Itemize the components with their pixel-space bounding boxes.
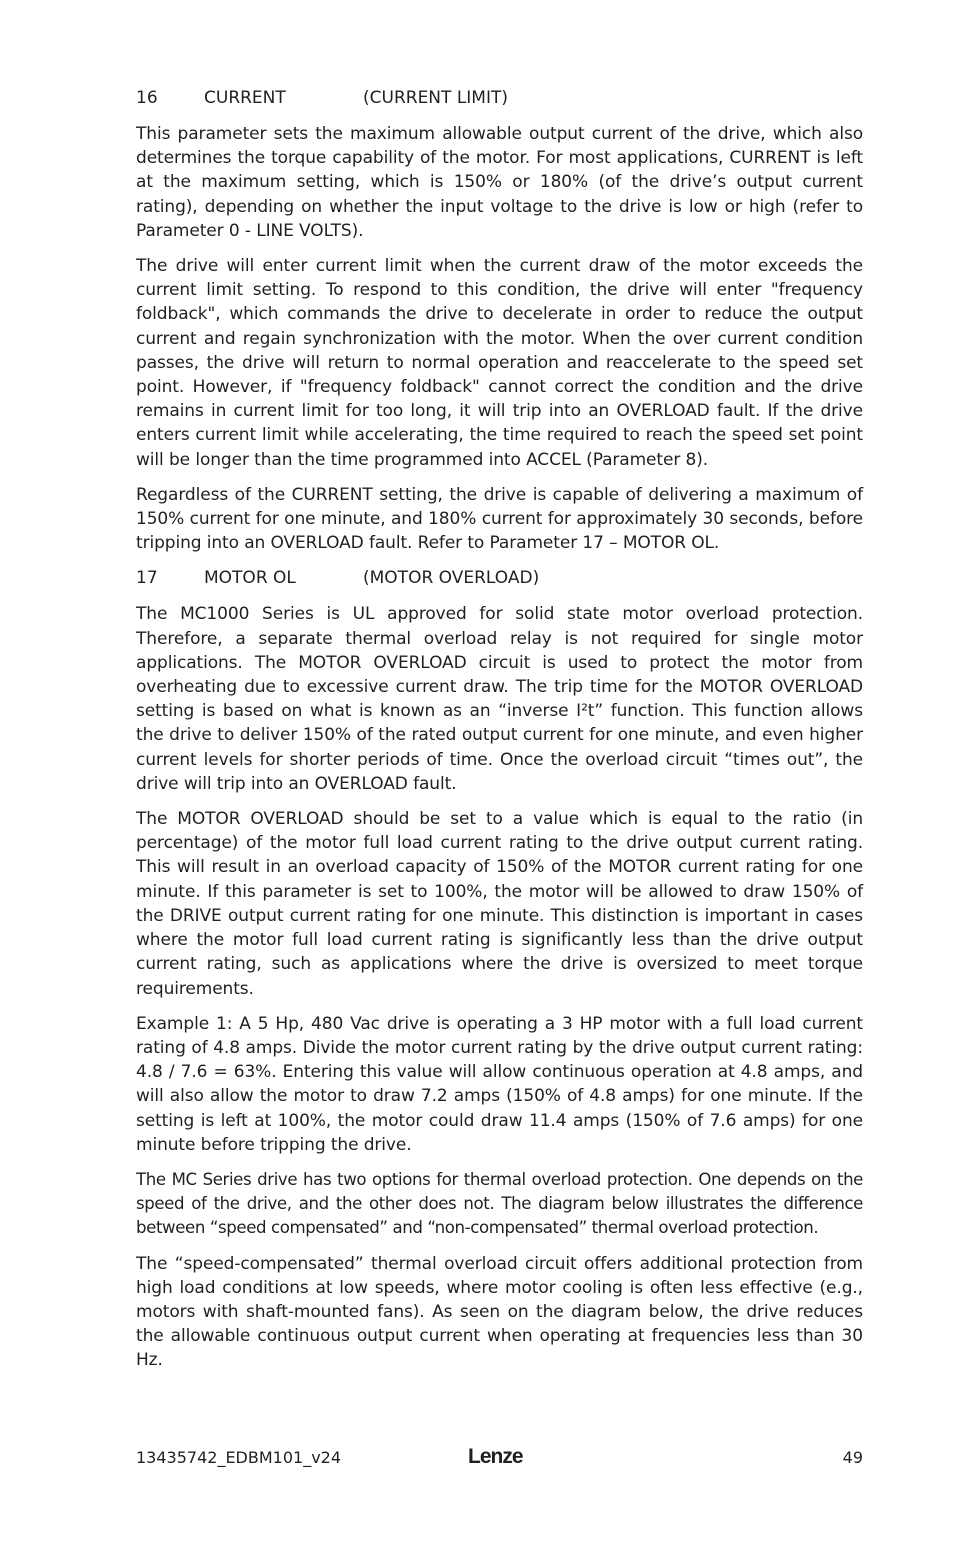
parameter-name: MOTOR OL — [204, 568, 296, 589]
parameter-description: (MOTOR OVERLOAD) — [363, 568, 540, 589]
parameter-heading-17 — [136, 566, 863, 590]
paragraph: The “speed-compensated” thermal overload circuit offers additional protection from high load conditions at low speeds, where motor cooling is often less effective (e.g., motors with shaft-mounted fans). As seen on the diagram below, the drive reduces the allowable continuous output current when operating at frequencies less than 30 Hz. — [136, 1253, 863, 1371]
paragraph: The MOTOR OVERLOAD should be set to a value which is equal to the ratio (in percentage) of the motor full load current rating to the drive output current rating. This will result in an overload capacity of 150% of the MOTOR current rating for one minute. If this parameter is set to 100%, the motor will be allowed to draw 150% of the DRIVE output current rating for one minute. This distinction is important in cases where the motor full load current rating is significantly less than the drive output current rating, such as applications where the drive is oversized to meet torque requirements. — [136, 809, 863, 999]
page-number: 49 — [842, 1448, 863, 1467]
lenze-logo: Lenze — [468, 1445, 523, 1468]
parameter-description: (CURRENT LIMIT) — [363, 88, 508, 108]
paragraph: The MC1000 Series is UL approved for solid state motor overload protection. Therefore, a separate thermal overload relay is not required for single motor applications. The MOTOR OVERLOAD circuit is used to protect the motor from overheating due to excessive current draw. The trip time for the MOTOR OVERLOAD setting is based on what is known as an “inverse I²t” function. This function allows the drive to deliver 150% of the rated output current for one minute, and even higher current levels for shorter periods of time. Once the overload circuit “times out”, the drive will trip into an OVERLOAD fault. — [136, 604, 863, 794]
paragraph: Regardless of the CURRENT setting, the drive is capable of delivering a maximum of 150% current for one minute, and 180% current for approximately 30 seconds, before tripping into an OVERLOAD fault. Refer to Parameter 17 – MOTOR OL. — [136, 484, 863, 554]
paragraph: Example 1: A 5 Hp, 480 Vac drive is operating a 3 HP motor with a full load current rating of 4.8 amps. Divide the motor current rating by the drive output current rating: 4.8 / 7.6 = 63%. Entering this value will allow continuous operation at 4.8 amps, and will also allow the motor to draw 7.2 amps (150% of 4.8 amps) for one minute. If the setting is left at 100%, the motor could draw 11.4 amps (150% of 7.6 amps) for one minute before tripping the drive. — [136, 1013, 863, 1155]
parameter-heading-16 — [136, 86, 863, 110]
page-content — [136, 86, 863, 1384]
parameter-name: CURRENT — [204, 88, 286, 108]
document-id: 13435742_EDBM101_v24 — [136, 1448, 342, 1467]
parameter-number: 17 — [136, 568, 158, 589]
paragraph: The drive will enter current limit when the current draw of the motor exceeds the current limit setting. To respond to this condition, the drive will enter "frequency foldback", which commands the drive to decelerate in order to reduce the output current and regain synchronization with the motor. When the over current condition passes, the drive will return to normal operation and reaccelerate to the speed set point. However, if "frequency foldback" cannot correct the condition and the drive remains in current limit for too long, it will trip into an OVERLOAD fault. If the drive enters current limit while accelerating, the time required to reach the speed set point will be longer than the time programmed into ACCEL (Parameter 8). — [136, 256, 863, 470]
parameter-number: 16 — [136, 88, 158, 108]
page-footer — [136, 1445, 863, 1471]
paragraph: The MC Series drive has two options for thermal overload protection. One depends on the speed of the drive, and the other does not. The diagram below illustrates the difference between “speed compensated” and “non-compensated” thermal overload protection. — [136, 1169, 863, 1238]
paragraph: This parameter sets the maximum allowable output current of the drive, which also determines the torque capability of the motor. For most applications, CURRENT is left at the maximum setting, which is 150% or 180% (of the drive’s output current rating), depending on whether the input voltage to the drive is low or high (refer to Parameter 0 - LINE VOLTS). — [136, 124, 863, 241]
